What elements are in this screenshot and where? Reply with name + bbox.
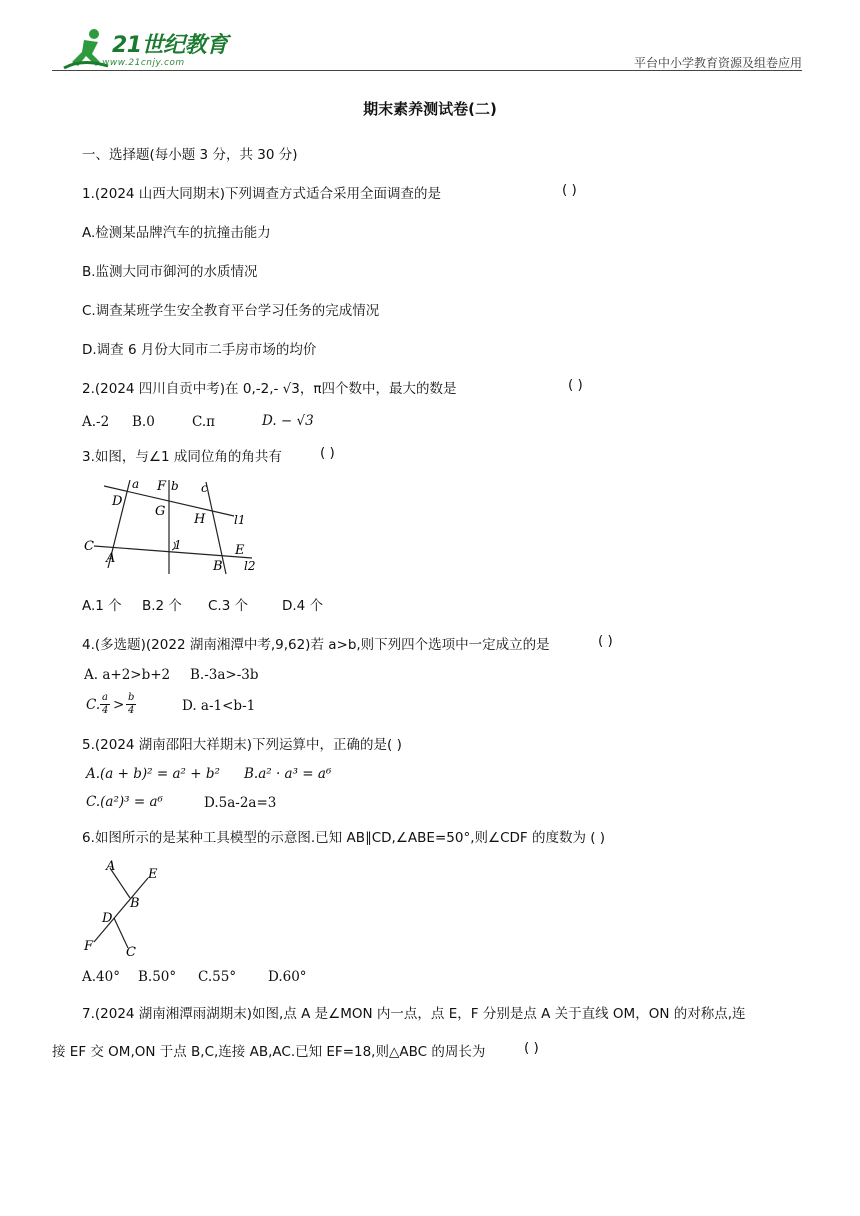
q4-stem: 4.(多选题)(2022 湖南湘潭中考,9,62)若 a>b,则下列四个选项中一定成立的是 [82,637,550,653]
label-G: G [155,504,166,519]
q4-option-c [86,692,146,722]
label-E: E [235,543,245,558]
line-l2 [94,546,252,558]
q5-option-d: D.5a-2a=3 [204,795,277,811]
label-F: F [157,479,167,494]
q2-option-c: C.π [192,414,216,430]
q6-stem: 6.如图所示的是某种工具模型的示意图.已知 AB∥CD,∠ABE=50°,则∠CDF 的度数为 ( ) [82,830,606,846]
label-B: B [130,896,140,911]
label-D: D [112,494,123,509]
logo-url: www.21cnjy.com [102,58,185,68]
label-C: C [126,945,136,960]
q5-option-b: B.a² · a³ = a⁶ [244,766,332,782]
q5-option-c: C.(a²)³ = a⁶ [86,794,163,810]
label-B: B [213,559,223,574]
q4-option-d: D. a-1<b-1 [182,698,256,714]
q3-option-d: D.4 个 [282,598,324,614]
header-right-text: 平台中小学教育资源及组卷应用 [633,56,802,70]
q6-option-c: C.55° [198,969,237,985]
q4-c-den1: 4 [102,705,109,716]
q5-option-a: A.(a + b)² = a² + b² [86,766,220,782]
label-l1: l1 [234,513,246,527]
q3-stem: 3.如图，与∠1 成同位角的角共有 [82,449,282,465]
q7-stem-line2: 接 EF 交 OM,ON 于点 B,C,连接 AB,AC.已知 EF=18,则△ABC 的周长为 [52,1044,486,1060]
q4-option-a: A. a+2>b+2 [84,667,171,683]
q4-c-den2: 4 [128,705,135,716]
logo-main-text: 21世纪教育 [112,33,228,58]
label-a: a [132,477,140,491]
q6-option-a: A.40° [82,969,120,985]
logo [62,28,232,74]
q4-answer-blank: ( ) [598,633,613,649]
section-heading: 一、选择题(每小题 3 分，共 30 分) [82,147,298,163]
q2-stem: 2.(2024 四川自贡中考)在 0,-2,- √3，π四个数中，最大的数是 [82,381,457,397]
label-H: H [194,512,206,527]
label-l2: l2 [244,559,256,573]
header-divider [52,70,802,71]
label-D: D [102,911,113,926]
q2-option-b: B.0 [132,414,155,430]
label-A: A [106,859,116,874]
label-F: F [84,939,94,954]
q1-option-d: D.调查 6 月份大同市二手房市场的均价 [82,342,317,358]
q1-answer-blank: ( ) [562,182,577,198]
page-header [0,0,860,80]
label-1: 1 [174,538,182,552]
q6-option-b: B.50° [138,969,177,985]
label-b: b [171,479,179,493]
q2-option-d: D. − √3 [262,413,314,429]
q3-figure [82,476,262,582]
q3-option-a: A.1 个 [82,598,122,614]
label-C: C [84,539,94,554]
q6-figure [82,856,182,964]
q1-option-b: B.监测大同市御河的水质情况 [82,264,258,280]
q5-stem: 5.(2024 湖南邵阳大祥期末)下列运算中，正确的是( ) [82,737,402,753]
q3-answer-blank: ( ) [320,445,335,461]
q1-option-a: A.检测某品牌汽车的抗撞击能力 [82,225,271,241]
q1-stem: 1.(2024 山西大同期末)下列调查方式适合采用全面调查的是 [82,186,442,202]
q4-option-b: B.-3a>-3b [190,667,259,683]
label-c: c [201,481,208,495]
q3-option-c: C.3 个 [208,598,249,614]
q7-stem-line1: 7.(2024 湖南湘潭雨湖期末)如图,点 A 是∠MON 内一点，点 E，F 分别是点 A 关于直线 OM，ON 的对称点,连 [82,1006,746,1022]
q2-answer-blank: ( ) [568,377,583,393]
q4-c-num2: b [128,692,135,703]
q3-option-b: B.2 个 [142,598,182,614]
segment-DC [114,918,128,948]
q7-answer-blank: ( ) [524,1040,539,1056]
q6-option-d: D.60° [268,969,307,985]
q1-option-c: C.调查某班学生安全教育平台学习任务的完成情况 [82,303,380,319]
q4-c-prefix: C. [86,697,101,713]
page-title: 期末素养测试卷(二) [363,100,497,118]
label-E: E [148,867,158,882]
q4-c-op: > [113,697,125,713]
label-A: A [106,551,116,566]
q4-c-num1: a [102,692,108,703]
q2-option-a: A.-2 [82,414,110,430]
